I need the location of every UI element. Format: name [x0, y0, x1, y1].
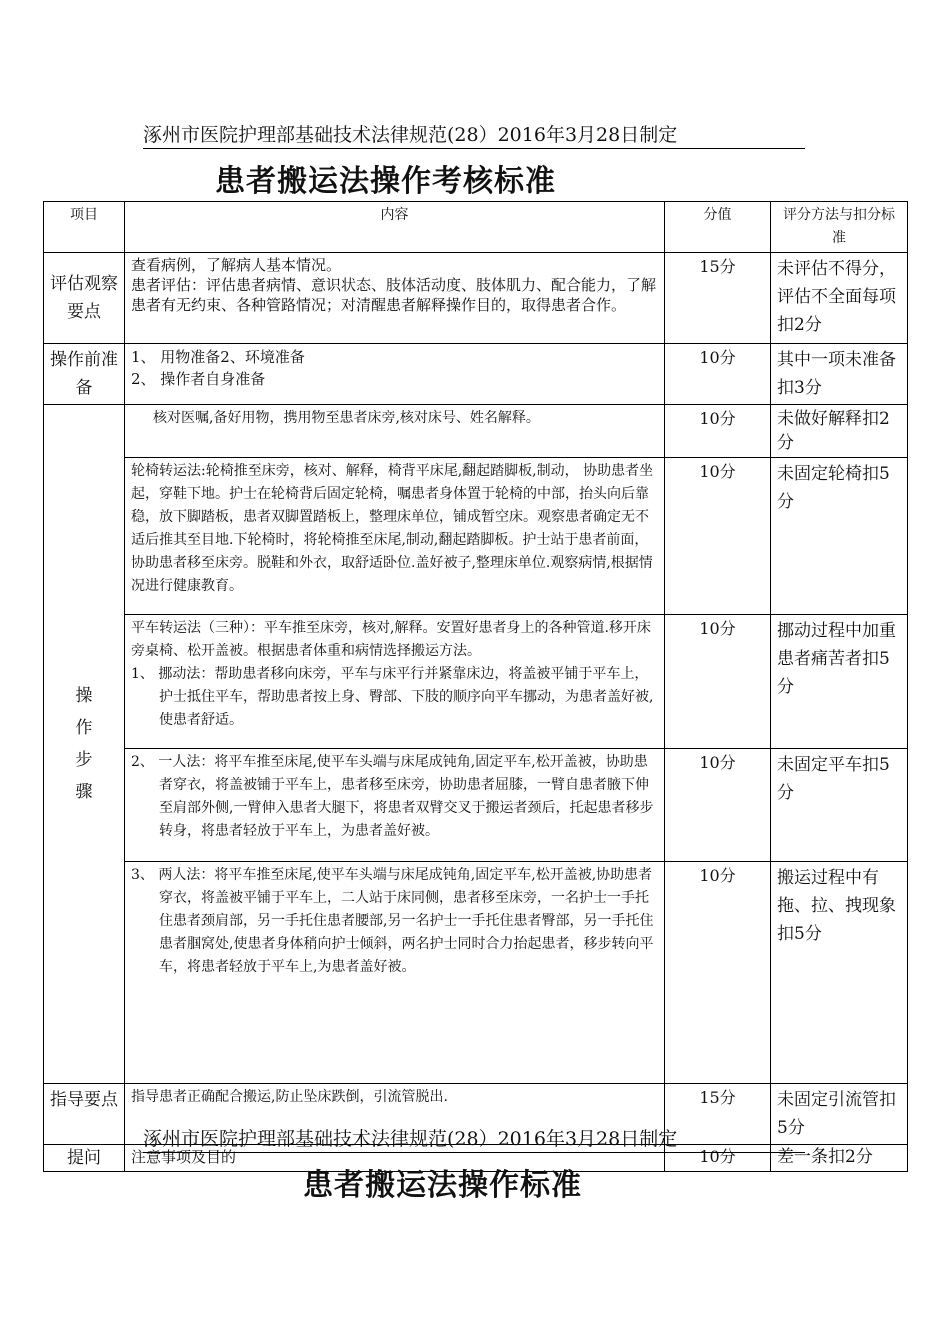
table-row	[44, 458, 908, 615]
step-standard: 未做好解释扣2分	[771, 405, 908, 458]
content-line: 2、 操作者自身准备	[131, 370, 266, 388]
row-score: 15分	[665, 253, 771, 344]
content-line: 1、 用物准备2、环境准备	[131, 348, 305, 366]
step-score: 10分	[665, 615, 771, 749]
assessment-table	[43, 201, 908, 1172]
step-content: 3、 两人法：将平车推至床尾,使平车头端与床尾成钝角,固定平车,松开盖被,协助患者穿衣，将盖被平铺于平车上，二人站于床同侧，患者移至床旁，一名护士一手托住患者颈肩部，另一手托住患者腰部,另一名护士一手托住患者臀部，另一手托住患者腘窝处,使患者身体稍向护士倾斜，两名护士同时合力抬起患者，移步转向平车，将患者轻放于平车上,为患者盖好被。	[125, 862, 665, 1084]
row-item: 评估观察要点	[44, 253, 125, 344]
document-header: 涿州市医院护理部基础技术法律规范(28）2016年3月28日制定	[143, 122, 805, 149]
step-score: 10分	[665, 458, 771, 615]
row-content	[125, 344, 665, 405]
table-header-row	[44, 202, 908, 253]
row-content: 指导患者正确配合搬运,防止坠床跌倒，引流管脱出.	[125, 1084, 665, 1145]
page-title: 患者搬运法操作考核标准	[215, 164, 556, 199]
page-title-2: 患者搬运法操作标准	[303, 1168, 582, 1203]
step-score: 10分	[665, 405, 771, 458]
row-item: 指导要点	[44, 1084, 125, 1145]
row-standard: 其中一项未准备扣3分	[771, 344, 908, 405]
row-score: 15分	[665, 1084, 771, 1145]
col-header-standard: 评分方法与扣分标准	[771, 202, 908, 253]
step-score: 10分	[665, 862, 771, 1084]
step-content: 核对医嘱,备好用物，携用物至患者床旁,核对床号、姓名解释。	[125, 405, 665, 458]
table-row	[44, 344, 908, 405]
step-score: 10分	[665, 749, 771, 862]
row-standard: 差一条扣2分	[771, 1145, 908, 1172]
steps-char: 骤	[75, 782, 93, 802]
step-standard: 搬运过程中有拖、拉、拽现象扣5分	[771, 862, 908, 1084]
row-standard: 未固定引流管扣5分	[771, 1084, 908, 1145]
col-header-score: 分值	[665, 202, 771, 253]
table-row	[44, 253, 908, 344]
steps-char: 作	[75, 718, 93, 738]
content-line: 患者评估：评估患者病情、意识状态、肢体活动度、肢体肌力、配合能力，了解患者有无约束、各种管路情况；对清醒患者解释操作目的，取得患者合作。	[131, 276, 657, 314]
step-standard: 未固定轮椅扣5分	[771, 458, 908, 615]
steps-char: 步	[75, 750, 93, 770]
row-content	[125, 253, 665, 344]
step-content: 2、 一人法：将平车推至床尾,使平车头端与床尾成钝角,固定平车,松开盖被，协助患者穿衣，将盖被铺于平车上，患者移至床旁，协助患者屈膝，一臂自患者腋下伸至肩部外侧,一臂伸入患者大腿下，将患者双臂交叉于搬运者颈后，托起患者移步转身，将患者轻放于平车上，为患者盖好被。	[125, 749, 665, 862]
content-line: 1、 挪动法：帮助患者移向床旁，平车与床平行并紧靠床边，将盖被平铺于平车上，护士抵住平车，帮助患者按上身、臀部、下肢的顺序向平车挪动，为患者盖好被,使患者舒适。	[131, 666, 654, 728]
document-header-2: 涿州市医院护理部基础技术法律规范(28）2016年3月28日制定	[143, 1126, 805, 1153]
content-line: 查看病例，了解病人基本情况。	[131, 256, 342, 274]
step-standard: 未固定平车扣5分	[771, 749, 908, 862]
step-content	[125, 615, 665, 749]
col-header-content: 内容	[125, 202, 665, 253]
row-score: 10分	[665, 1145, 771, 1172]
table-row	[44, 405, 908, 458]
col-header-item: 项目	[44, 202, 125, 253]
table-row	[44, 862, 908, 1084]
row-item: 操作前准备	[44, 344, 125, 405]
table-row	[44, 749, 908, 862]
row-score: 10分	[665, 344, 771, 405]
step-content: 轮椅转运法:轮椅推至床旁，核对、解释，椅背平床尾,翻起踏脚板,制动， 协助患者坐起，穿鞋下地。护士在轮椅背后固定轮椅，嘱患者身体置于轮椅的中部，抬头向后靠稳，放下脚踏板，患者双脚置踏板上，整理床单位，铺成暂空床。观察患者确定无不适后推其至目地.下轮椅时，将轮椅推至床尾,制动,翻起踏脚板。护士站于患者前面，协助患者移至床旁。脱鞋和外衣，取舒适卧位.盖好被子,整理床单位.观察病情,根据情况进行健康教育。	[125, 458, 665, 615]
row-item: 提问	[44, 1145, 125, 1172]
row-content: 注意事项及目的	[125, 1145, 665, 1172]
row-standard: 未评估不得分，评估不全面每项扣2分	[771, 253, 908, 344]
step-standard: 挪动过程中加重患者痛苦者扣5分	[771, 615, 908, 749]
content-line: 平车转运法（三种）：平车推至床旁，核对,解释。安置好患者身上的各种管道.移开床旁桌椅、松开盖被。根据患者体重和病情选择搬运方法。	[131, 620, 651, 659]
steps-char: 操	[75, 686, 93, 706]
steps-label	[44, 405, 125, 1084]
table-row	[44, 615, 908, 749]
